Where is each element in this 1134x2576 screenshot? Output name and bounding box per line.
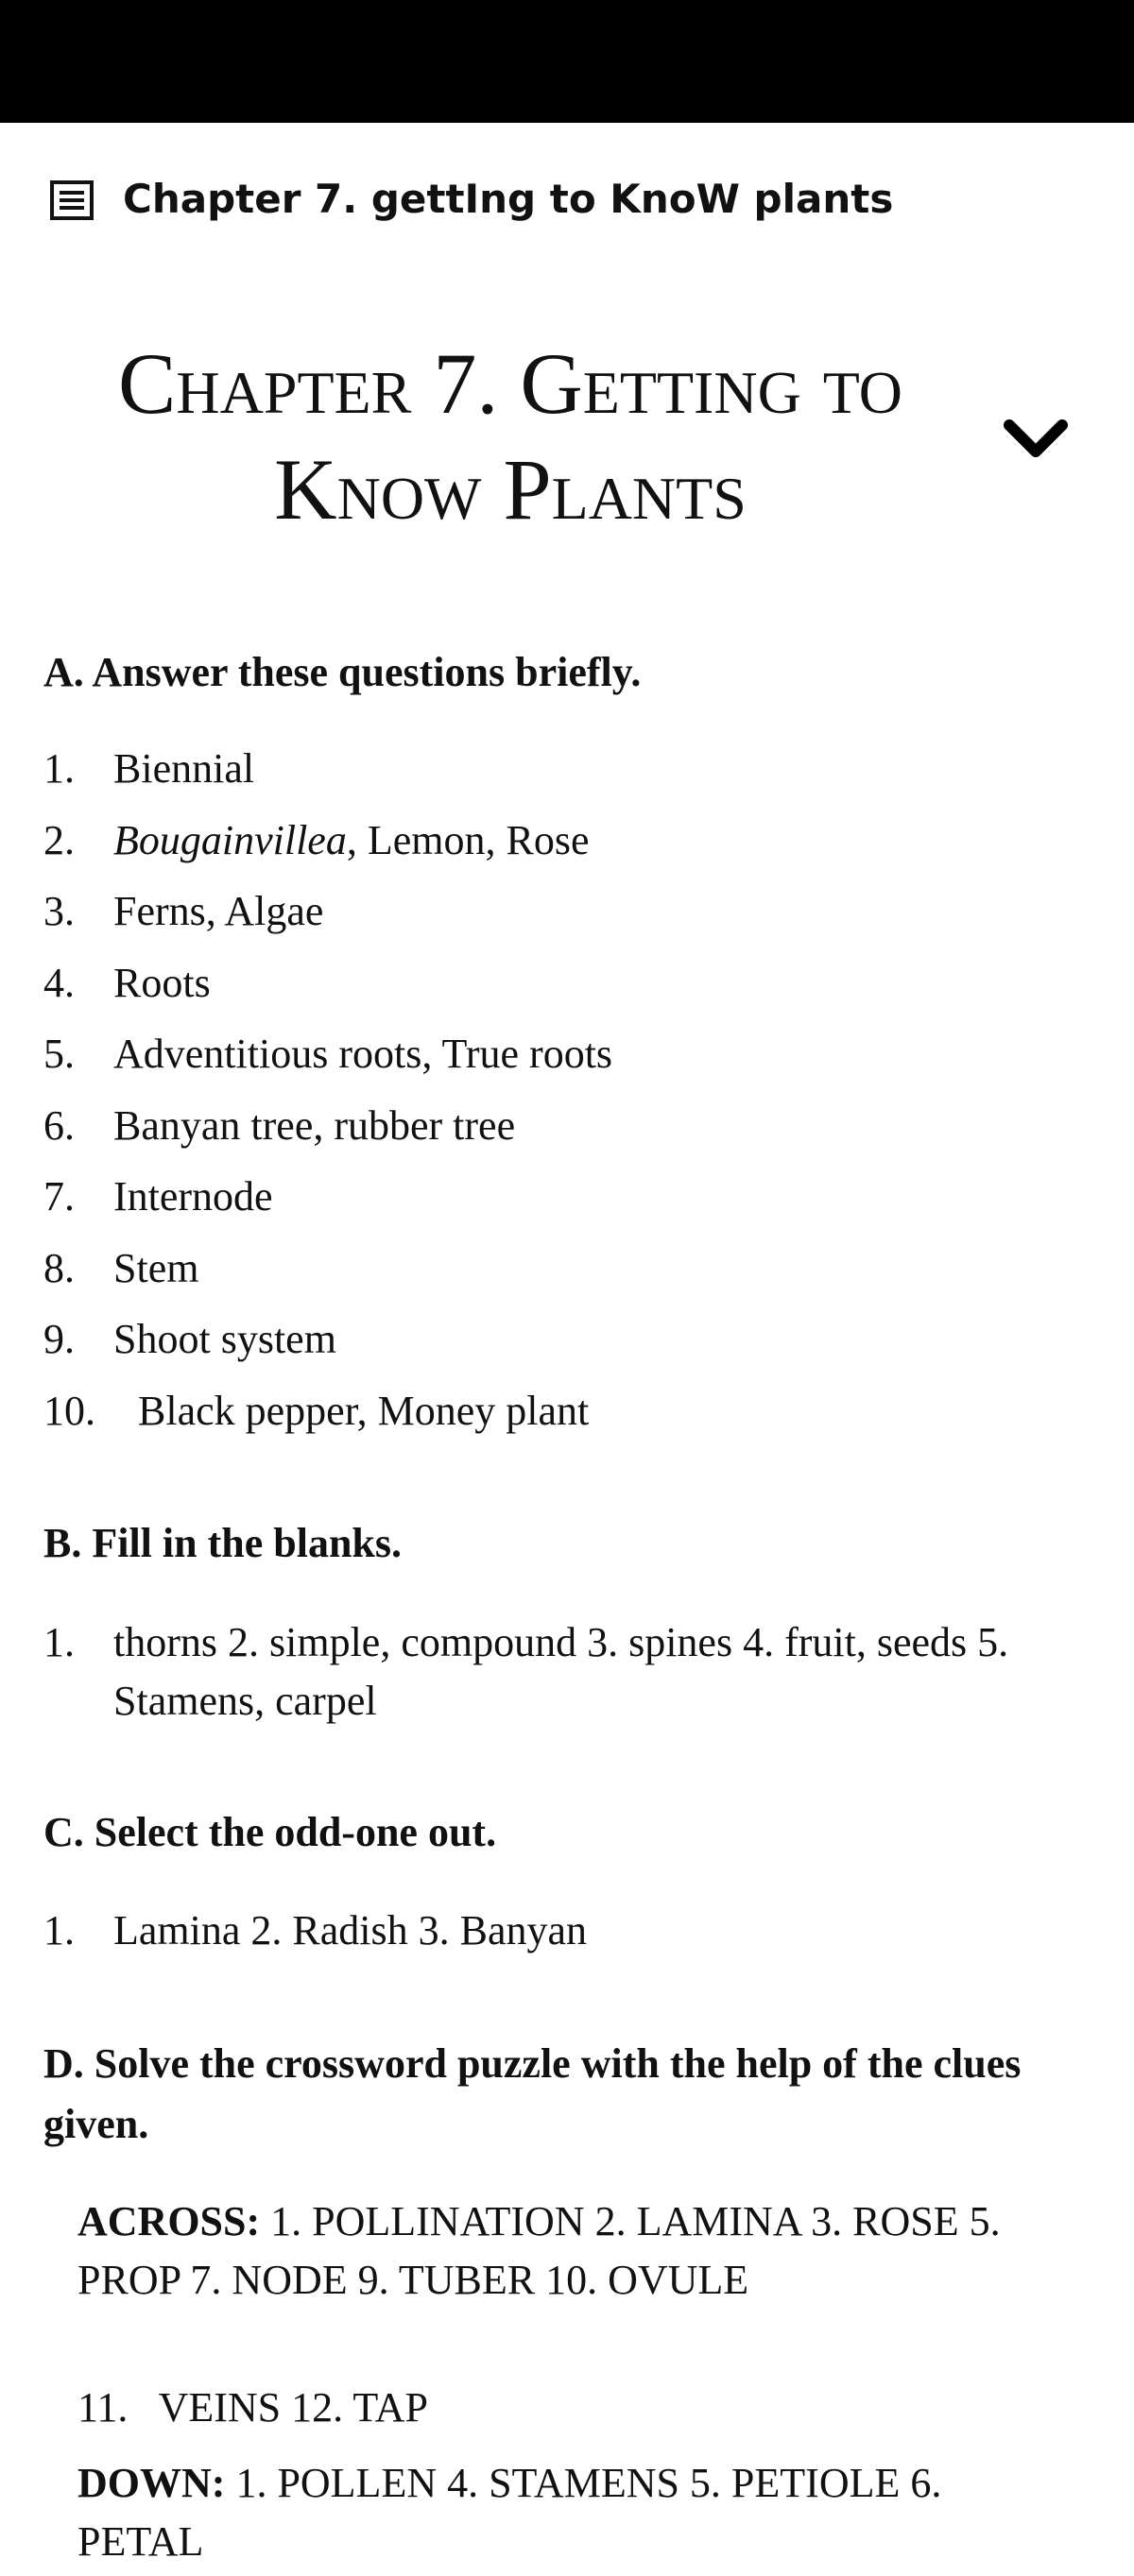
document-list-icon[interactable] — [49, 179, 94, 221]
item-number: 8. — [43, 1244, 75, 1291]
item-number: 10. — [43, 1387, 95, 1434]
item-text: , Lemon, Rose — [346, 816, 590, 863]
across-clues — [77, 2192, 1060, 2310]
item-text: Ferns, Algae — [113, 888, 324, 935]
answer-list — [43, 733, 612, 1446]
across-text: 1. POLLINATION 2. LAMINA 3. ROSE 5. PROP 7. NODE 9. TUBER 10. OVULE — [77, 2198, 1001, 2303]
list-item — [43, 805, 612, 877]
item-number: 9. — [43, 1316, 75, 1363]
down-clues — [77, 2454, 1060, 2571]
item-number: 1. — [43, 1907, 75, 1953]
item-text: thorns 2. simple, compound 3. spines 4. fruit, seeds 5. Stamens, carpel — [113, 1619, 1009, 1724]
list-item — [43, 1161, 612, 1233]
chapter-title-line2: Know Plants — [274, 441, 747, 537]
list-item — [43, 1613, 1064, 1731]
item-text: Biennial — [113, 745, 255, 793]
item-number: 1. — [43, 745, 75, 793]
list-item — [43, 1090, 612, 1162]
list-item — [43, 947, 612, 1019]
item-number: 6. — [43, 1101, 75, 1149]
list-item — [43, 1018, 612, 1090]
chapter-title-line1: Chapter 7. Getting to — [118, 335, 902, 432]
item-text: Stem — [113, 1244, 199, 1291]
across-clues-continued: 11. VEINS 12. TAP — [77, 2384, 428, 2431]
section-b-heading: B. Fill in the blanks. — [43, 1520, 403, 1566]
item-text: Internode — [113, 1173, 273, 1220]
section-c-heading: C. Select the odd-one out. — [43, 1809, 497, 1855]
list-item — [43, 1304, 612, 1375]
item-text: Shoot system — [113, 1316, 336, 1363]
item-text: Banyan tree, rubber tree — [113, 1101, 516, 1149]
list-item — [43, 1375, 612, 1447]
item-text-italic: Bougainvillea — [113, 816, 347, 863]
list-item — [43, 1902, 1064, 1960]
item-number: 7. — [43, 1173, 75, 1220]
status-bar — [0, 0, 1134, 123]
section-a-heading: A. Answer these questions briefly. — [43, 649, 642, 695]
chapter-title — [38, 331, 983, 542]
item-text: Roots — [113, 959, 211, 1006]
across-label: ACROSS: — [77, 2198, 261, 2244]
down-label: DOWN: — [77, 2460, 226, 2506]
list-item — [43, 1233, 612, 1305]
item-number: 1. — [43, 1619, 75, 1665]
chevron-down-icon[interactable] — [1002, 416, 1070, 465]
section-d-heading: D. Solve the crossword puzzle with the help of the clues given. — [43, 2040, 1022, 2147]
list-item — [43, 876, 612, 947]
item-text: Lamina 2. Radish 3. Banyan — [113, 1907, 588, 1953]
item-number: 5. — [43, 1031, 75, 1078]
header-title[interactable]: Chapter 7. gettIng to KnoW plants — [123, 176, 894, 222]
item-text: Black pepper, Money plant — [138, 1387, 590, 1434]
item-number: 4. — [43, 959, 75, 1006]
down-text: 1. POLLEN 4. STAMENS 5. PETIOLE 6. PETAL — [77, 2460, 942, 2565]
document-header — [0, 151, 1134, 255]
item-number: 3. — [43, 888, 75, 935]
item-text: Adventitious roots, True roots — [113, 1031, 613, 1078]
item-number: 2. — [43, 816, 75, 863]
list-item — [43, 733, 612, 805]
